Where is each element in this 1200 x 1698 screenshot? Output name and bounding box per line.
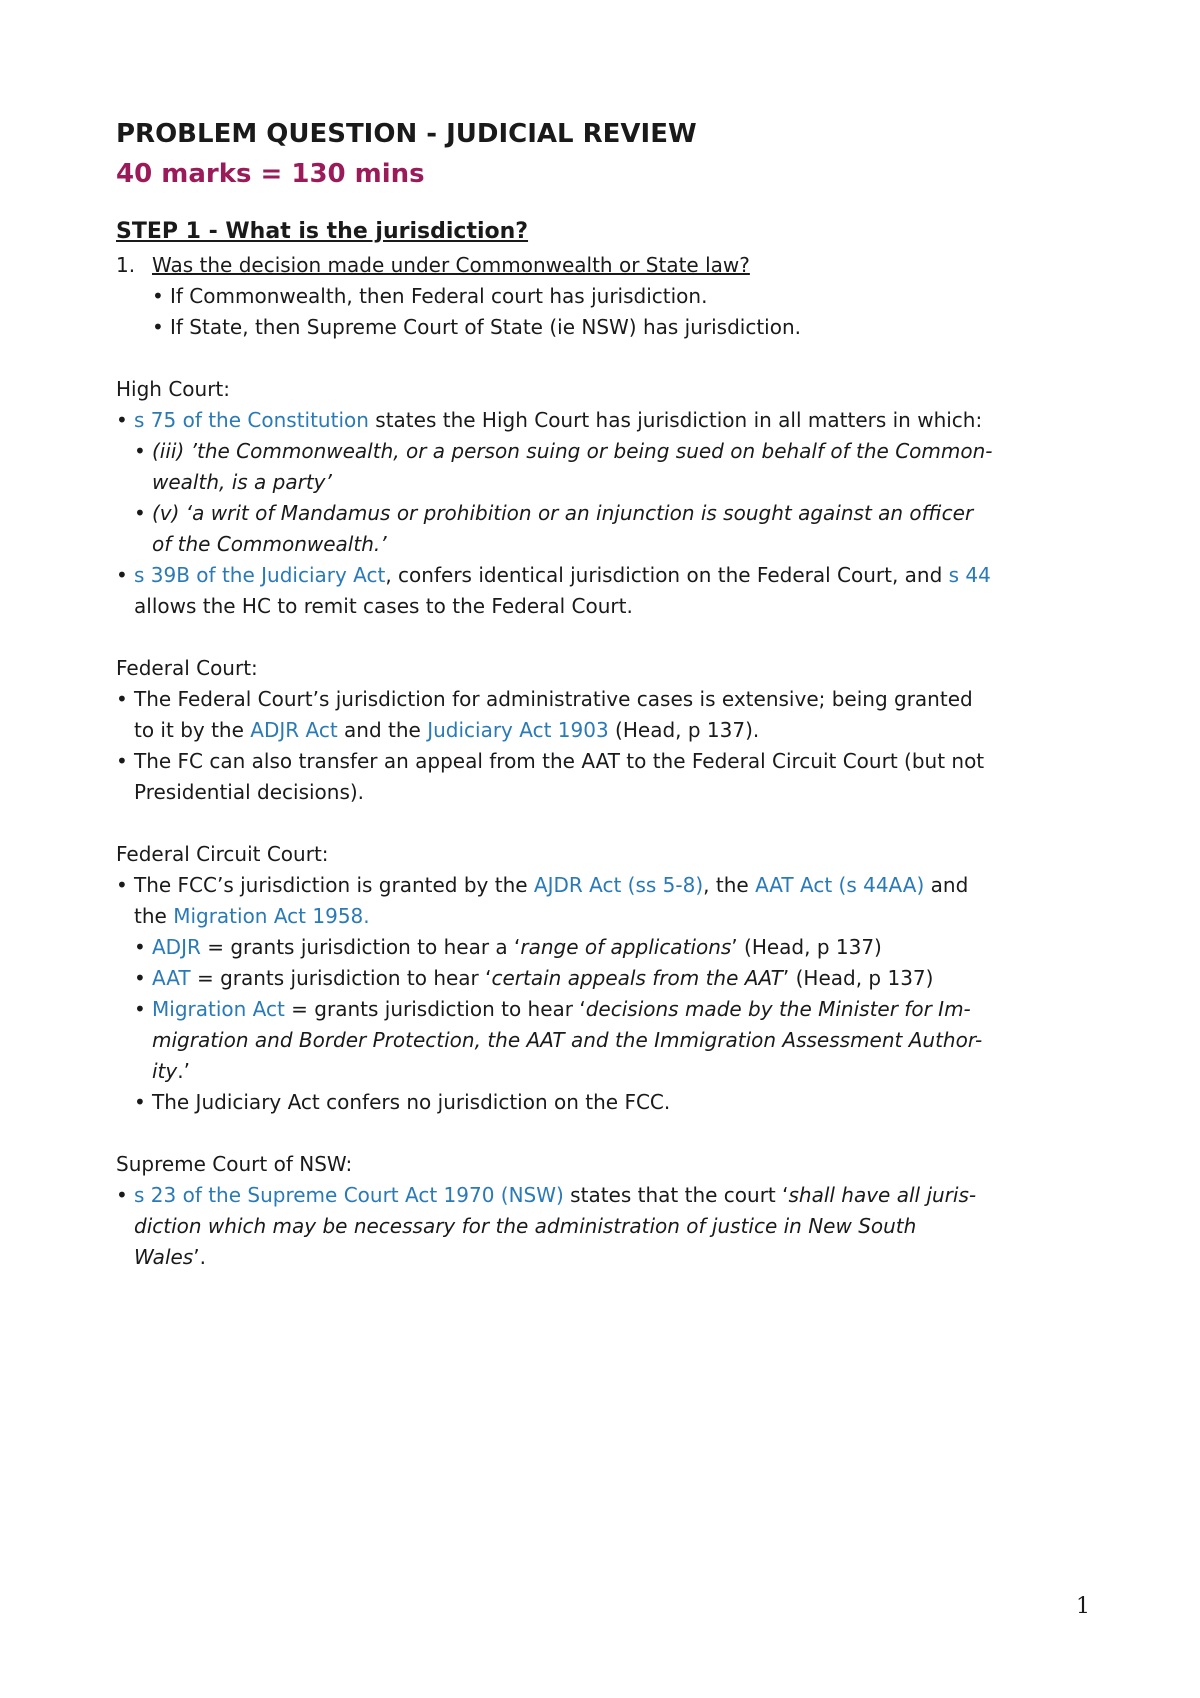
list-item-continuation: Wales’. (134, 1245, 206, 1269)
list-item: • Migration Act = grants jurisdiction to hear ‘decisions made by the Minister for Im- (116, 994, 1106, 1025)
list-item-continuation: to it by the ADJR Act and the Judiciary Act 1903 (Head, p 137). (134, 718, 760, 742)
bullet-icon: • (116, 873, 128, 897)
migration-act-link[interactable]: Migration Act (152, 997, 285, 1021)
list-item: • The Judiciary Act confers no jurisdiction on the FCC. (116, 1087, 1106, 1118)
judiciary-act-link[interactable]: s 39B of the Judiciary Act (134, 563, 386, 587)
federal-court-heading: Federal Court: (116, 656, 258, 680)
bullet-icon: • (152, 315, 164, 339)
list-item-continuation: diction which may be necessary for the administration of justice in New South (134, 1214, 917, 1238)
list-item: • (iii) ’the Commonwealth, or a person suing or being sued on behalf of the Common- (116, 436, 1106, 467)
bullet-icon: • (134, 997, 146, 1021)
constitution-link[interactable]: s 75 of the Constitution (134, 408, 369, 432)
list-item: • The Federal Court’s jurisdiction for administrative cases is extensive; being granted (116, 684, 1106, 715)
question-number: 1. (116, 253, 136, 277)
document-subtitle: 40 marks = 130 mins (116, 159, 425, 189)
list-item-continuation: migration and Border Protection, the AAT and the Immigration Assessment Author- (152, 1028, 983, 1052)
adjr-act-link[interactable]: ADJR Act (250, 718, 338, 742)
list-item-continuation: wealth, is a party’ (152, 470, 332, 494)
list-item: • AAT = grants jurisdiction to hear ‘certain appeals from the AAT’ (Head, p 137) (116, 963, 1106, 994)
step1-heading: STEP 1 - What is the jurisdiction? (116, 219, 529, 244)
list-item: • s 75 of the Constitution states the High Court has jurisdiction in all matters in which: (116, 405, 1106, 436)
step1-question (116, 250, 1106, 281)
list-item: • (v) ‘a writ of Mandamus or prohibition or an injunction is sought against an officer (116, 498, 1106, 529)
bullet-icon: • (116, 749, 128, 773)
bullet-icon: • (134, 501, 146, 525)
list-item: • The FCC’s jurisdiction is granted by the AJDR Act (ss 5-8), the AAT Act (s 44AA) and (116, 870, 1106, 901)
bullet-icon: • (116, 687, 128, 711)
supreme-court-heading: Supreme Court of NSW: (116, 1152, 353, 1176)
ajdr-act-link[interactable]: AJDR Act (ss 5-8) (533, 873, 704, 897)
bullet-icon: • (116, 563, 128, 587)
bullet-icon: • (152, 284, 164, 308)
supreme-court-act-link[interactable]: s 23 of the Supreme Court Act 1970 (NSW) (134, 1183, 564, 1207)
bullet-icon: • (116, 408, 128, 432)
list-item-continuation: the Migration Act 1958. (134, 904, 370, 928)
bullet-icon: • (134, 935, 146, 959)
list-item: • s 23 of the Supreme Court Act 1970 (NSW) states that the court ‘shall have all juris- (116, 1180, 1106, 1211)
judiciary-act-1903-link[interactable]: Judiciary Act 1903 (427, 718, 609, 742)
question-text: Was the decision made under Commonwealth or State law? (152, 253, 750, 277)
migration-act-1958-link[interactable]: Migration Act 1958. (173, 904, 370, 928)
high-court-heading: High Court: (116, 377, 231, 401)
s44-link[interactable]: s 44 (948, 563, 991, 587)
list-item-continuation: Presidential decisions). (134, 780, 365, 804)
list-item: • If State, then Supreme Court of State (ie NSW) has jurisdiction. (116, 312, 1106, 343)
document-title: PROBLEM QUESTION - JUDICIAL REVIEW (116, 119, 697, 149)
adjr-link[interactable]: ADJR (152, 935, 201, 959)
list-item-continuation: ity.’ (152, 1059, 190, 1083)
bullet-icon: • (116, 1183, 128, 1207)
list-item: • The FC can also transfer an appeal from the AAT to the Federal Circuit Court (but not (116, 746, 1106, 777)
list-item-continuation: allows the HC to remit cases to the Federal Court. (134, 594, 633, 618)
list-item: • s 39B of the Judiciary Act, confers identical jurisdiction on the Federal Court, and s 44 (116, 560, 1106, 591)
page-number: 1 (1076, 1594, 1090, 1619)
bullet-icon: • (134, 1090, 146, 1114)
aat-act-link[interactable]: AAT Act (s 44AA) (755, 873, 925, 897)
document-page (116, 114, 1106, 1273)
list-item: • If Commonwealth, then Federal court has jurisdiction. (116, 281, 1106, 312)
bullet-icon: • (134, 966, 146, 990)
federal-circuit-heading: Federal Circuit Court: (116, 842, 329, 866)
list-item-continuation: of the Commonwealth.’ (152, 532, 387, 556)
aat-link[interactable]: AAT (152, 966, 191, 990)
list-item: • ADJR = grants jurisdiction to hear a ‘range of applications’ (Head, p 137) (116, 932, 1106, 963)
bullet-icon: • (134, 439, 146, 463)
